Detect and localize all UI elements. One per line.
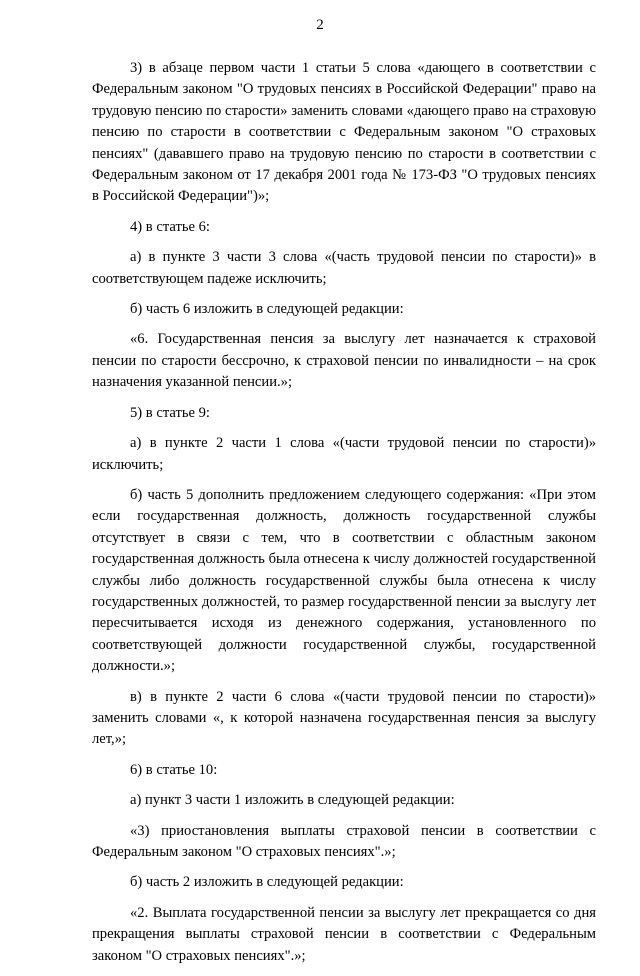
paragraph-amendment-5a: а) в пункте 2 части 1 слова «(части трудовой пенсии по старости)» исключить; xyxy=(92,435,596,473)
paragraph-amendment-6-heading: 6) в статье 10: xyxy=(130,761,218,778)
paragraph-amendment-6b: б) часть 2 изложить в следующей редакции: xyxy=(130,874,404,891)
document-body xyxy=(92,58,596,976)
paragraph-amendment-5b: б) часть 5 дополнить предложением следующего содержания: «При этом если государственная должность, должность государственной службы отсутствует в связи с тем, что в соответствии с областным законом государственная должность была отнесена к числу должностей государственной службы либо должность государственной службы была отнесена к числу государственных должностей, то размер государственной пенсии за выслугу лет пересчитывается исходя из денежного содержания, установленного по соответствующей должности государственной службы, государственной должности.»; xyxy=(92,486,596,675)
paragraph-amendment-5-heading: 5) в статье 9: xyxy=(130,404,210,421)
paragraph-amendment-5v: в) в пункте 2 части 6 слова «(части трудовой пенсии по старости)» заменить словами «, к которой назначена государственная пенсия за выслугу лет,»; xyxy=(92,688,596,748)
paragraph-amendment-3: 3) в абзаце первом части 1 статьи 5 слова «дающего в соответствии с Федеральным законом "О трудовых пенсиях в Российской Федерации" право на трудовую пенсию по старости» заменить словами «дающего право на страховую пенсию по старости в соответствии с Федеральным законом "О страховых пенсиях" (дававшего право на трудовую пенсию по старости в соответствии с Федеральным законом от 17 декабря 2001 года № 173-ФЗ "О трудовых пенсиях в Российской Федерации")»; xyxy=(92,60,596,205)
paragraph-amendment-4b: б) часть 6 изложить в следующей редакции: xyxy=(130,301,404,318)
paragraph-amendment-4-heading: 4) в статье 6: xyxy=(130,218,210,235)
paragraph-amendment-4a: а) в пункте 3 части 3 слова «(часть трудовой пенсии по старости)» в соответствующем падеже исключить; xyxy=(92,249,596,287)
page-number: 2 xyxy=(316,17,324,33)
paragraph-amendment-4b-text: «6. Государственная пенсия за выслугу лет назначается к страховой пенсии по старости бессрочно, к страховой пенсии по инвалидности – на срок назначения указанной пенсии.»; xyxy=(92,331,596,391)
paragraph-amendment-6a: а) пункт 3 части 1 изложить в следующей редакции: xyxy=(130,792,455,809)
paragraph-amendment-6a-text: «3) приостановления выплаты страховой пенсии в соответствии с Федеральным законом "О страховых пенсиях".»; xyxy=(92,822,596,860)
paragraph-amendment-6b-text: «2. Выплата государственной пенсии за выслугу лет прекращается со дня прекращения выплаты страховой пенсии в соответствии с Федеральным законом "О страховых пенсиях".»; xyxy=(92,904,596,964)
